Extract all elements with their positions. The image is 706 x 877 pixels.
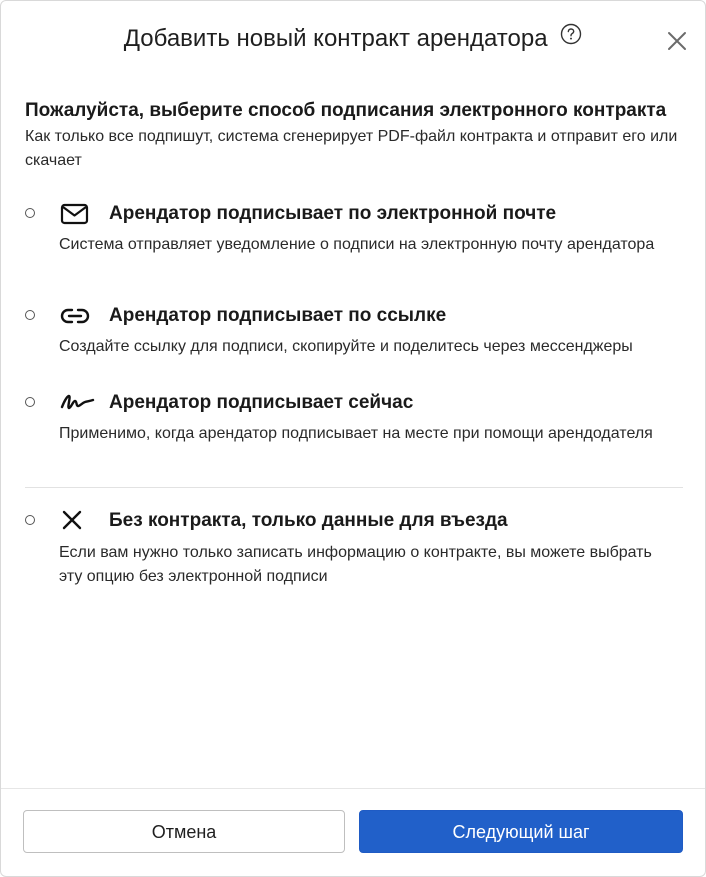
intro-heading: Пожалуйста, выберите способ подписания электронного контракта [25,100,667,121]
cancel-button[interactable]: Отмена [23,810,345,853]
option-link-title: Арендатор подписывает по ссылке [109,305,447,326]
question-circle-icon[interactable] [560,22,582,54]
option-email-description: Система отправляет уведомление о подписи на электронную почту арендатора [59,236,655,253]
dialog-title-row [1,23,705,55]
intro-description: Как только все подпишут, система сгенерирует PDF-файл контракта и отправит его или скачает [25,128,678,169]
link-icon [59,304,91,328]
option-no-contract-title: Без контракта, только данные для въезда [109,510,508,531]
intro-section [25,97,685,173]
radio-sign-now[interactable] [25,397,35,407]
dialog-title: Добавить новый контракт арендатора [123,25,548,52]
option-link-description: Создайте ссылку для подписи, скопируйте и поделитесь через мессенджеры [59,338,633,355]
cross-icon [59,509,91,533]
option-sign-now-description: Применимо, когда арендатор подписывает на месте при помощи арендодателя [59,425,653,442]
envelope-icon [59,202,91,226]
options-divider [25,487,683,488]
option-email-title: Арендатор подписывает по электронной почте [109,203,557,224]
close-button[interactable] [665,29,689,53]
option-no-contract-description: Если вам нужно только записать информацию о контракте, вы можете выбрать эту опцию без электронной подписи [59,544,652,585]
footer-divider [1,788,705,789]
option-sign-now-title: Арендатор подписывает сейчас [109,392,414,413]
dialog-header [1,1,705,77]
radio-link[interactable] [25,310,35,320]
signature-icon [59,390,91,414]
radio-email[interactable] [25,208,35,218]
next-step-button[interactable]: Следующий шаг [359,810,683,853]
radio-no-contract[interactable] [25,515,35,525]
close-icon [665,29,689,53]
